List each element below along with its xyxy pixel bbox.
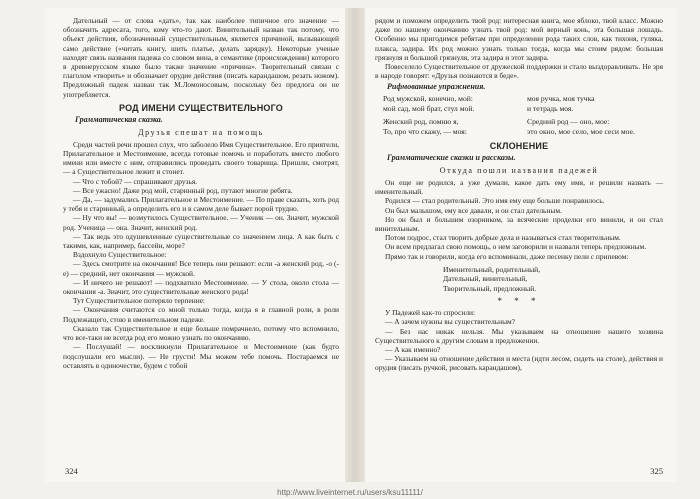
subheading-grammar-tale: Грамматическая сказка. [75,114,163,124]
right-page [365,8,677,482]
story-title-friends: Друзья спешат на помощь [138,127,264,137]
paragraph: Он всем предлагал свою помощь, о нем заговорили и назвали теперь предложным. [385,242,647,252]
paragraph: Прямо так и говорили, когда его вспоминали, даже песенку пели с припевом: [385,251,629,261]
page-number-right: 325 [650,466,663,476]
dialogue-line: У Падежей как-то спросили: [385,308,476,318]
poem-line: Творительный, предложный. [443,283,537,293]
paragraph: Потом подрос, стал творить добрые дела и называться стал творительным. [385,233,621,243]
section-heading-gender: РОД ИМЕНИ СУЩЕСТВИТЕЛЬНОГО [119,102,283,113]
rhymes-heading: Рифмованные упражнения. [387,82,486,92]
rhymes-block [383,94,663,136]
subheading-grammar-tales: Грамматические сказки и рассказы. [387,153,516,163]
poem-line: Именительный, родительный, [443,264,541,274]
rhyme-line: Род мужской, конечно, мой: [383,94,473,104]
page-number-left: 324 [65,466,78,476]
paragraph: Он был малышом, ему все давали, и он стал дательным. [385,205,562,215]
left-page [45,8,345,482]
book-gutter [345,8,365,482]
dialogue-line: — А зачем нужны вы существительным? [385,317,516,327]
paragraph: — Что с тобой? — спрашивают друзья. [73,176,198,186]
rhyme-line: мой сад, мой брат, стул мой. [383,103,475,113]
paragraph: Он еще не родился, а уже думали, какое дать ему имя, и решили назвать — именительный. [375,178,663,197]
paragraph: Сказало так Существительное и еще больше помрачнело, потому что вспомнило, что все-таки не всегда род его можно узнать по окончанию. [63,323,339,343]
rhyme-line: Средний род — оно, мое: [527,117,610,127]
paragraph: — Послушай! — воскликнули Прилагательное и Местоимение (как будто подслушали его мысли). — Не грусти! Мы можем тебе помочь. Постараемся не оставлять в одиночестве, будем с тобой [63,342,339,370]
case-song [443,265,663,293]
paragraph: Вздохнуло Существительное: [73,250,167,260]
paragraph: Среди частей речи прошел слух, что заболело Имя Существительное. Его приятели, Прилагательное и Местоимение, всегда готовые помочь и поработать вместо любого имени или вместе с ним, отправились проведать своего товарища. Пришли, смотрят, — а Существительное лежит и стонет. [63,139,339,177]
rhyme-line: и тетрадь моя. [527,103,574,113]
rhyme-line: это окно, мое село, мое сеси мое. [527,126,635,136]
rhyme-line: То, про что скажу, — моя: [383,126,467,136]
poem-line: Дательный, винительный, [443,274,528,284]
source-url-watermark: http://www.liveinternet.ru/users/ksu11111/ [277,488,423,497]
dialogue-line: — Указываем на отношение действия и места (идти лесом, сидеть на столе), действия и орудия (писать ручкой, рисовать карандашом), [375,354,663,373]
paragraph: Повеселело Существительное от дружеской поддержки и стало выздоравливать. Не зря в народе говорят: «Друзья познаются в беде». [375,62,663,81]
paragraph: Но он был и большим озорником, за всяческие проделки его винили, и он стал винительным. [375,214,663,234]
story-title-cases: Откуда пошли названия падежей [439,166,599,176]
paragraph: — Все ужасно! Даже род мой, старинный род, путают многие ребята. [73,185,293,195]
paragraph: — Да, — задумались Прилагательное и Местоимение. — По праве сказать, хоть род у тебя и старинный, а определить его и в самом деле бывает порой трудно. [63,195,339,214]
paragraph: — Окончания считаются со мной только тогда, когда я в главной роли, в роли Подлежащего, стою в именительном падеже. [63,305,339,324]
intro-paragraph: Дательный — от слова «дать», так как наиболее типичное его значение — обозначить адресата, того, кому что-то дают. Винительный назван так потому, что объект действия, обозначенный существительным, является причиной, вызывающей само действие («читать книгу, шить платье, делать зарядку). Некоторые ученые находят связь названия падежа со словом вина, в семантике (происхождении) которого в древнерусском языке было также значение «причина». Творительный связан с глаголом «творить» и обозначает орудие действия (писать карандашом, резать ножом). Предложный падеж назван так М.Ломоносовым, поскольку без предлога он не употребляется. [63,16,339,99]
paragraph: Родился — стал родительный. Это имя ему еще больше понравилось. [385,196,605,206]
section-heading-declension: СКЛОНЕНИЕ [489,141,549,152]
paragraph: — И ничего не решают! — подхватило Местоимение. — У стола, около стола — окончания -а. Значит, это существительные женского рода! [63,277,339,297]
paragraph: — Ну что вы! — возмутилось Существительное. — Ученик — он. Значит, мужской род. Ученица — она. Значит, женский род. [63,213,339,232]
dialogue-line: — А как именно? [385,344,441,354]
section-divider-stars: * * * [497,296,541,307]
dialogue-line: — Без нас никак нельзя. Мы указываем на отношение нашего хозяина Существительного к другим словам в предложении. [375,326,663,345]
paragraph: Тут Существительное потеряло терпение: [73,296,205,306]
paragraph: — Здесь смотрите на окончания! Все теперь они решают: если -а женский род, -о (-е) — средний, нет окончания — мужской. [63,259,339,278]
paragraph: — Так ведь это одушевленные существительные со значением лица. А как быть с такими, как, например, бассейн, море? [63,231,339,251]
paragraph: рядом и поможем определить твой род: интересная книга, мое яблоко, твой класс. Можно даже по нашему окончанию узнать твой род: мой верный конь, эта большая лошадь. Особенно мы пригодимся ребятам при определении рода таких слов, как тихоня, гуляка, плакса, задира. Их род можно узнать только тогда, когда мы стоим рядом: большая грязнуля и большой грязнуля, эта задира и этот задира. [375,16,663,62]
rhyme-line: Женский род, помню я, [383,117,459,127]
rhyme-line: моя ручка, моя тучка [527,94,595,104]
